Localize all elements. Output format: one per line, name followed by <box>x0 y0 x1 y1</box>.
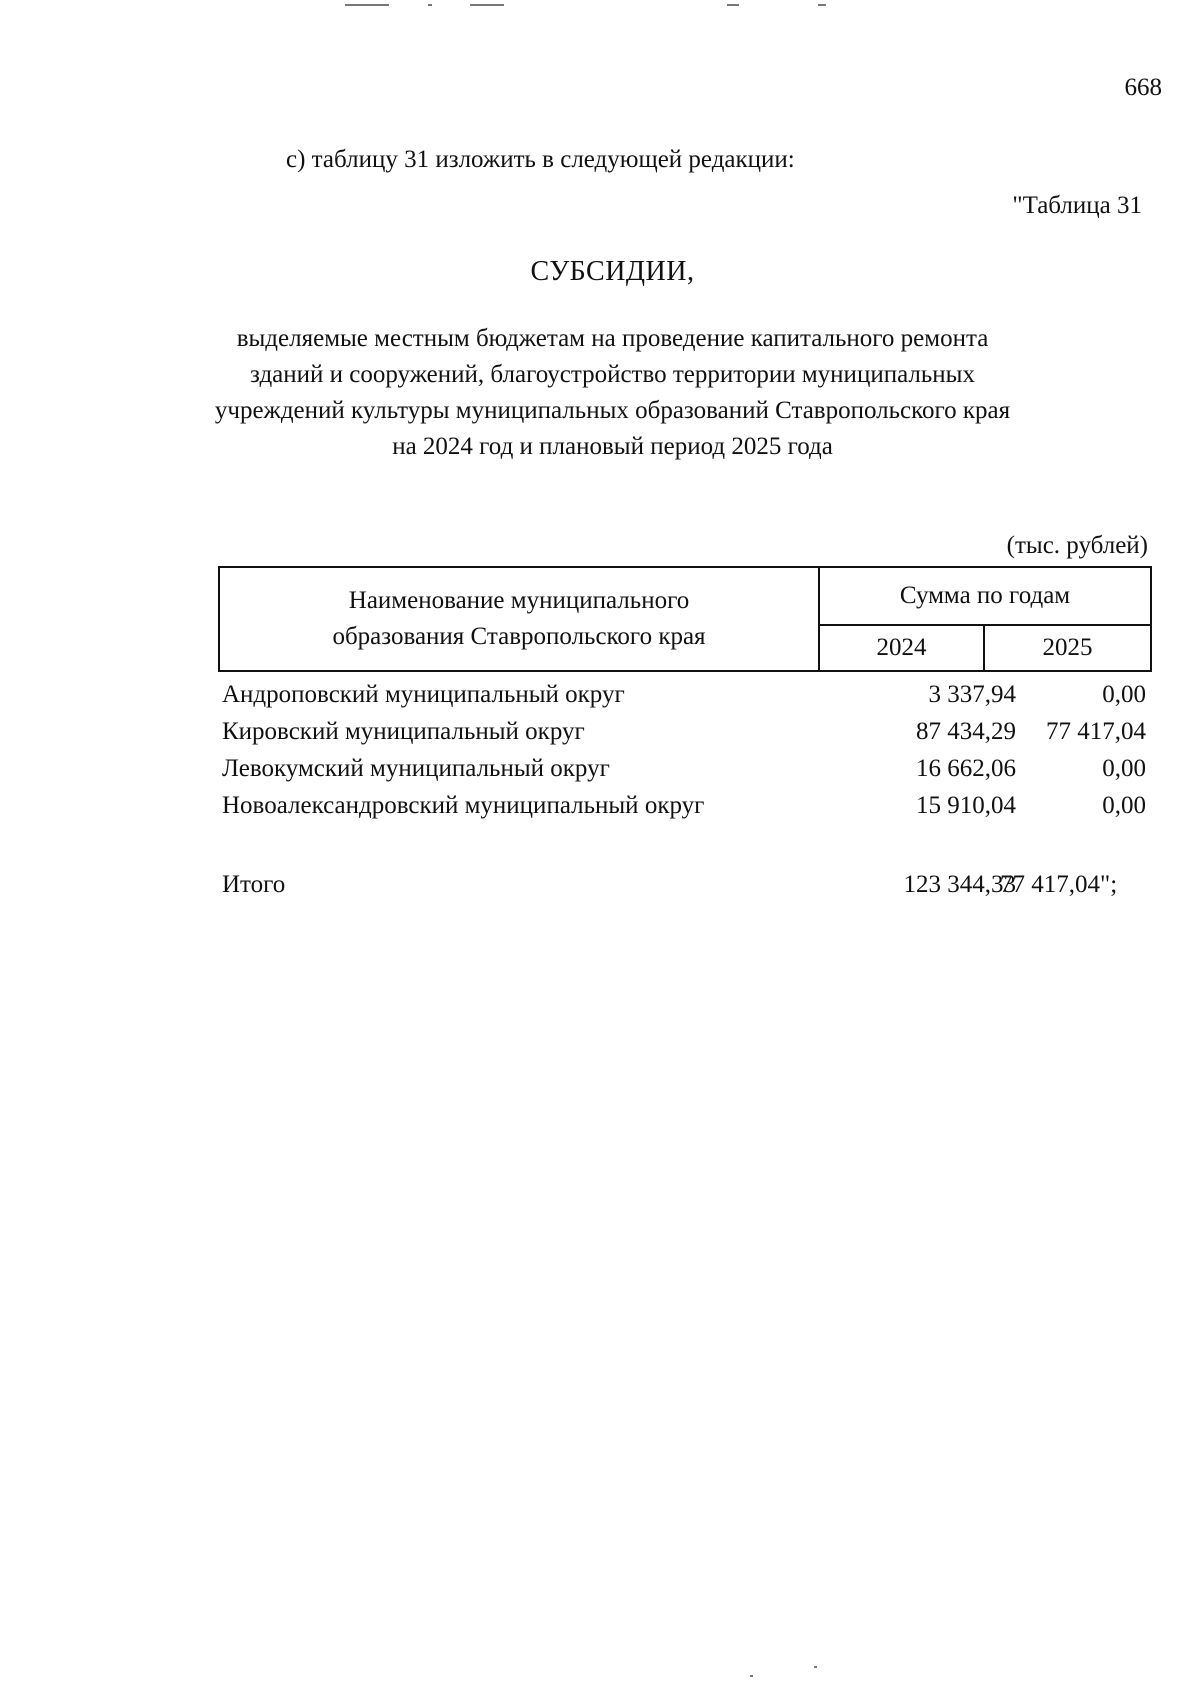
row-value-2024: 16 662,06 <box>916 755 1016 782</box>
subtitle-line: выделяемые местным бюджетам на проведение капитального ремонта <box>236 325 989 352</box>
subtitle-line: учреждений культуры муниципальных образований Ставропольского края <box>214 397 1011 424</box>
row-municipality: Левокумский муниципальный округ <box>222 755 610 782</box>
row-value-2024: 15 910,04 <box>916 792 1016 819</box>
header-year-2025: 2025 <box>1042 634 1093 661</box>
table-row <box>222 787 1156 824</box>
total-value-2025: 77 417,04"; <box>1000 871 1118 898</box>
row-value-2024: 87 434,29 <box>916 718 1016 745</box>
row-value-2025: 0,00 <box>1102 755 1146 782</box>
page-number: 668 <box>1124 74 1162 101</box>
header-year-2024: 2024 <box>820 626 985 670</box>
scan-mark <box>814 1666 817 1668</box>
scan-mark <box>750 1675 753 1677</box>
row-municipality: Кировский муниципальный округ <box>222 718 585 745</box>
document-subtitle <box>0 321 1200 465</box>
amendment-instruction: с) таблицу 31 изложить в следующей редакции: <box>286 146 795 173</box>
total-label: Итого <box>222 871 286 898</box>
units-label: (тыс. рублей) <box>1006 532 1148 559</box>
subtitle-line: на 2024 год и плановый период 2025 года <box>392 433 833 460</box>
table-label: "Таблица 31 <box>1012 192 1142 219</box>
header-municipality-name <box>220 568 820 670</box>
scan-mark <box>818 4 826 6</box>
table-total-row <box>222 866 1156 903</box>
table-row <box>222 676 1156 713</box>
total-value-2024: 123 344,33 <box>903 871 1016 898</box>
document-title: СУБСИДИИ, <box>530 256 695 287</box>
row-value-2025: 0,00 <box>1102 681 1146 708</box>
row-value-2025: 77 417,04 <box>1046 718 1146 745</box>
scan-mark <box>470 4 504 6</box>
subtitle-line: зданий и сооружений, благоустройство территории муниципальных <box>250 361 975 388</box>
scan-mark <box>345 4 389 6</box>
table-row <box>222 750 1156 787</box>
row-value-2025: 0,00 <box>1102 792 1146 819</box>
row-municipality: Новоалександровский муниципальный округ <box>222 792 705 819</box>
row-value-2024: 3 337,94 <box>928 681 1016 708</box>
header-name-line: образования Ставропольского края <box>332 623 706 650</box>
row-municipality: Андроповский муниципальный округ <box>222 681 625 708</box>
table-body <box>222 676 1156 824</box>
table-header <box>218 566 1152 672</box>
table-row <box>222 713 1156 750</box>
header-name-line: Наименование муниципального <box>348 587 690 614</box>
scan-mark <box>428 4 432 6</box>
header-sum-by-years: Сумма по годам <box>820 568 1150 626</box>
scan-mark <box>727 4 739 6</box>
